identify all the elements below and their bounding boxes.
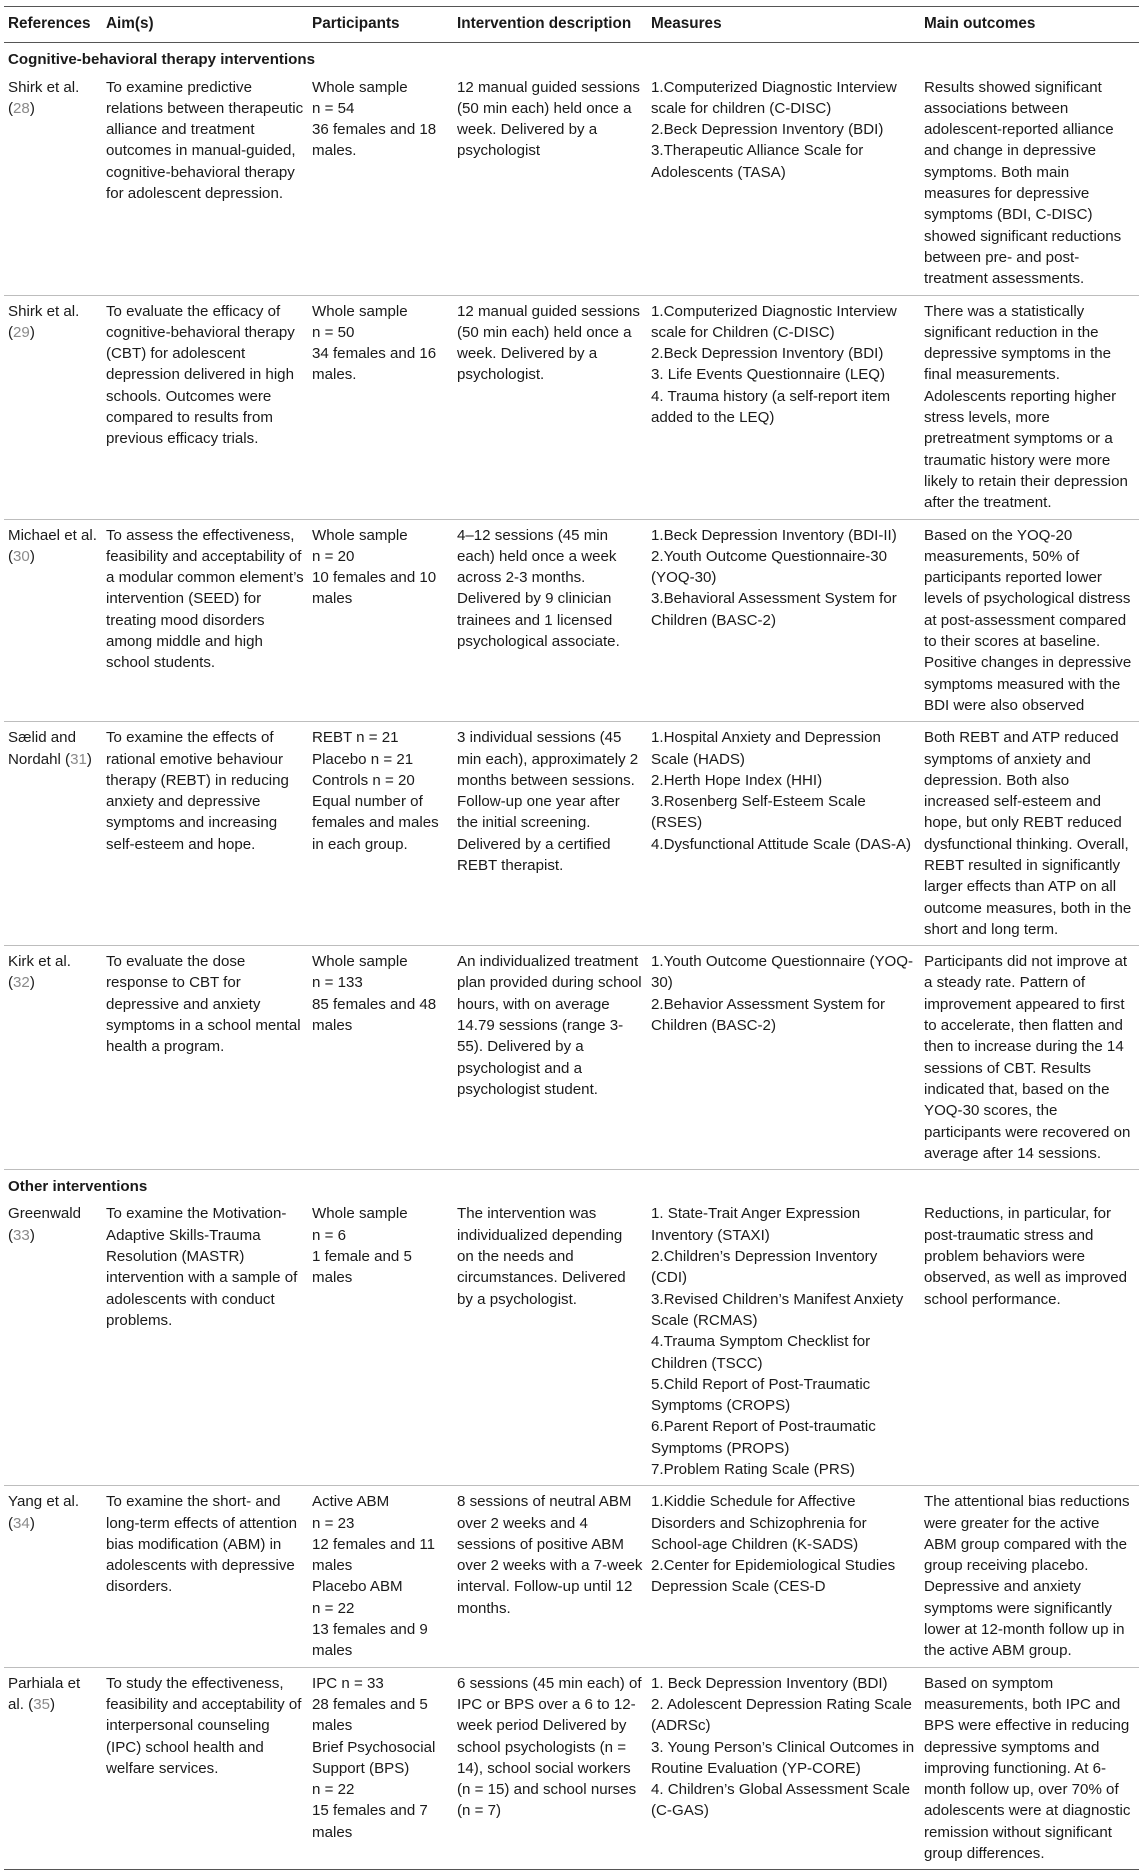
participants-line: n = 22 <box>312 1781 355 1799</box>
cell-aim: To examine the effects of rational emotive behaviour therapy (REBT) in reducing anxiety and depressive symptoms and increasing self-esteem and hope. <box>102 722 308 946</box>
reference-number: 28 <box>13 99 30 117</box>
table-row <box>4 722 1139 946</box>
measure-item: 1.Computerized Diagnostic Interview scale for children (C-DISC) <box>651 78 897 117</box>
intervention-text <box>457 1675 642 1820</box>
intervention-part: 12 manual guided sessions (50 min each) held once a week. <box>457 78 640 139</box>
measure-item: 2.Beck Depression Inventory (BDI) <box>651 121 884 139</box>
intervention-part: Delivered by a certified REBT therapist. <box>457 835 611 874</box>
intervention-text <box>457 953 642 1098</box>
measure-item: 1. Beck Depression Inventory (BDI) <box>651 1674 888 1692</box>
cell-reference: Greenwald (33) <box>4 1198 102 1485</box>
cell-outcomes: Based on symptom measurements, both IPC and BPS were effective in reducing depressive symptoms and improving functioning. At 6-month follow up, over 70% of adolescents were at diagnostic remission without significant group differences. <box>920 1667 1139 1870</box>
cell-outcomes: There was a statistically significant reduction in the depressive symptoms in the final measurements. Adolescents reporting higher stress levels, more pretreatment symptoms or a traumatic history were more likely to retain their depression after the treatment. <box>920 295 1139 519</box>
reference-authors: Sælid and Nordahl <box>8 729 76 768</box>
participants-line: n = 133 <box>312 974 363 992</box>
cell-outcomes: Based on the YOQ-20 measurements, 50% of participants reported lower levels of psychological distress at post-assessment compared to their scores at baseline. Positive changes in depressive symptoms measured with the BDI were also observed <box>920 519 1139 722</box>
cell-aim: To study the effectiveness, feasibility and acceptability of interpersonal counseling (IPC) school health and welfare services. <box>102 1667 308 1870</box>
cell-intervention <box>453 1486 647 1667</box>
intervention-text <box>457 303 640 384</box>
table-row <box>4 295 1139 519</box>
reference-number: 31 <box>70 750 87 768</box>
intervention-part: The intervention was individualized depending on the needs and circumstances. <box>457 1205 623 1287</box>
intervention-part: An individualized treatment plan provided during school hours, with on average 14.79 sessions (range 3-55). <box>457 953 642 1056</box>
measure-item: 7.Problem Rating Scale (PRS) <box>651 1461 855 1478</box>
participants-line: n = 6 <box>312 1226 346 1244</box>
section-title: Other interventions <box>8 1178 148 1196</box>
table-row <box>4 72 1139 295</box>
participants-line: Whole sample <box>312 526 408 544</box>
participants-line: n = 22 <box>312 1599 355 1617</box>
participants-line: 10 females and 10 males <box>312 569 437 608</box>
cell-participants <box>308 946 453 1170</box>
table-row <box>4 1486 1139 1667</box>
participants-line: Whole sample <box>312 1205 408 1223</box>
cell-outcomes: Both REBT and ATP reduced symptoms of anxiety and depression. Both also increased self-esteem and hope, but only REBT reduced dysfunctional thinking. Overall, REBT resulted in significantly larger effects than ATP on all outcome measures, both in the short and long term. <box>920 722 1139 946</box>
measure-item: 3. Young Person’s Clinical Outcomes in Routine Evaluation (YP-CORE) <box>651 1738 915 1777</box>
measure-item: 2.Children’s Depression Inventory (CDI) <box>651 1248 878 1287</box>
participants-line: n = 23 <box>312 1514 355 1532</box>
measure-item: 2.Center for Epidemiological Studies Depression Scale (CES-D <box>651 1557 896 1596</box>
measure-item: 4.Trauma Symptom Checklist for Children (TSCC) <box>651 1333 871 1372</box>
cell-participants <box>308 519 453 722</box>
measure-item: 2.Youth Outcome Questionnaire-30 (YOQ-30) <box>651 547 888 587</box>
cell-reference: Shirk et al. (28) <box>4 72 102 295</box>
reference-authors: Kirk et al. <box>8 953 71 971</box>
cell-intervention <box>453 1667 647 1870</box>
cell-aim: To assess the effectiveness, feasibility and acceptability of a modular common element’s intervention (SEED) for treating mood disorders among middle and high school students. <box>102 519 308 722</box>
participants-line: n = 54 <box>312 99 355 117</box>
cell-intervention <box>453 72 647 295</box>
participants-line: 85 females and 48 males <box>312 995 437 1035</box>
intervention-part: 8 sessions of neutral ABM over 2 weeks and 4 sessions of positive ABM over 2 weeks with a 7-week interval. Follow-up until 12 months. <box>457 1493 643 1617</box>
cell-participants <box>308 1198 453 1485</box>
intervention-part: 6 sessions (45 min each) of IPC or BPS over a 6 to 12-week period Delivered by school psychologists (n = 14), school social workers (n = 15) and school nurses (n = 7) <box>457 1674 642 1820</box>
cell-reference: Shirk et al. (29) <box>4 295 102 519</box>
cell-participants <box>308 72 453 295</box>
cell-aim: To examine the short- and long-term effects of attention bias modification (ABM) in adolescents with depressive disorders. <box>102 1486 308 1667</box>
interventions-table <box>4 6 1139 1870</box>
cell-intervention <box>453 946 647 1170</box>
intervention-part: 3 individual sessions (45 min each), approximately 2 months between sessions. <box>457 729 639 789</box>
measure-item: 2.Beck Depression Inventory (BDI) <box>651 345 884 363</box>
cell-measures <box>647 1486 920 1667</box>
table-row <box>4 1198 1139 1485</box>
reference-authors: Greenwald <box>8 1205 81 1223</box>
measure-item: 1. State-Trait Anger Expression Inventory (STAXI) <box>651 1205 861 1244</box>
section-row <box>4 43 1139 72</box>
cell-participants <box>308 722 453 946</box>
cell-aim: To examine the Motivation-Adaptive Skills-Trauma Resolution (MASTR) intervention with a sample of adolescents with conduct problems. <box>102 1198 308 1485</box>
cell-measures <box>647 1667 920 1870</box>
reference-authors: Shirk et al. <box>8 78 80 96</box>
cell-participants <box>308 295 453 519</box>
measure-item: 1.Kiddie Schedule for Affective Disorders and Schizophrenia for School-age Children (K-SADS) <box>651 1493 867 1553</box>
participants-line: 36 females and 18 males. <box>312 121 437 160</box>
table-row <box>4 1667 1139 1870</box>
reference-authors: Yang et al. <box>8 1493 80 1511</box>
cell-participants <box>308 1667 453 1870</box>
measure-item: 4.Dysfunctional Attitude Scale (DAS-A) <box>651 835 912 853</box>
reference-authors: Shirk et al. <box>8 302 80 320</box>
participants-line: IPC n = 33 <box>312 1674 384 1692</box>
header-outcomes: Main outcomes <box>920 7 1139 43</box>
cell-outcomes: Reductions, in particular, for post-traumatic stress and problem behaviors were observed, as well as improved school performance. <box>920 1198 1139 1485</box>
participants-line: 34 females and 16 males. <box>312 345 437 384</box>
measure-item: 1.Hospital Anxiety and Depression Scale (HADS) <box>651 729 881 768</box>
intervention-part: Delivered by a psychologist and a psychologist student. <box>457 1038 598 1098</box>
reference-number: 30 <box>13 547 30 565</box>
header-intervention: Intervention description <box>453 7 647 43</box>
intervention-text <box>457 527 620 650</box>
reference-number: 29 <box>13 323 30 341</box>
cell-intervention <box>453 1198 647 1485</box>
intervention-part: Delivered by a psychologist. <box>457 345 598 384</box>
measure-item: 3. Life Events Questionnaire (LEQ) <box>651 366 886 384</box>
cell-intervention <box>453 519 647 722</box>
cell-aim: To examine predictive relations between therapeutic alliance and treatment outcomes in manual-guided, cognitive-behavioral therapy for adolescent depression. <box>102 72 308 295</box>
cell-participants <box>308 1486 453 1667</box>
participants-line: n = 50 <box>312 323 355 341</box>
participants-line: Brief Psychosocial Support (BPS) <box>312 1738 436 1777</box>
intervention-part: Delivered by 9 clinician trainees and 1 licensed psychological associate. <box>457 590 620 651</box>
participants-line: Placebo n = 21 <box>312 750 414 768</box>
cell-reference: Michael et al. (30) <box>4 519 102 722</box>
cell-aim: To evaluate the dose response to CBT for depressive and anxiety symptoms in a school mental health a program. <box>102 946 308 1170</box>
participants-line: n = 20 <box>312 547 355 565</box>
cell-reference: Parhiala et al. (35) <box>4 1667 102 1870</box>
measure-item: 3.Therapeutic Alliance Scale for Adolescents (TASA) <box>651 142 864 181</box>
cell-measures <box>647 946 920 1170</box>
cell-reference: Kirk et al. (32) <box>4 946 102 1170</box>
intervention-part: Delivered by a psychologist <box>457 121 598 160</box>
cell-reference: Sælid and Nordahl (31) <box>4 722 102 946</box>
participants-line: Equal number of females and males in each group. <box>312 793 439 853</box>
table-body <box>4 43 1139 1870</box>
cell-reference: Yang et al. (34) <box>4 1486 102 1667</box>
participants-line: 1 female and 5 males <box>312 1248 412 1287</box>
measure-item: 1.Youth Outcome Questionnaire (YOQ-30) <box>651 953 914 992</box>
section-title: Cognitive-behavioral therapy interventions <box>8 51 315 69</box>
cell-outcomes: The attentional bias reductions were greater for the active ABM group compared with the group receiving placebo. Depressive and anxiety symptoms were significantly lower at 12-month follow up in the active ABM group. <box>920 1486 1139 1667</box>
header-row <box>4 7 1139 43</box>
intervention-part: 12 manual guided sessions (50 min each) held once a week. <box>457 302 640 363</box>
measure-item: 4. Children’s Global Assessment Scale (C-GAS) <box>651 1781 910 1820</box>
reference-number: 35 <box>33 1695 50 1713</box>
intervention-text <box>457 1493 642 1616</box>
intervention-text <box>457 729 638 874</box>
reference-number: 32 <box>13 974 30 992</box>
participants-line: Placebo ABM <box>312 1578 403 1596</box>
participants-line: 28 females and 5 males <box>312 1695 428 1735</box>
measure-item: 2. Adolescent Depression Rating Scale (ADRSc) <box>651 1695 912 1735</box>
intervention-part: Follow-up one year after the initial screening. <box>457 793 620 832</box>
participants-line: 13 females and 9 males <box>312 1621 428 1660</box>
measure-item: 3.Rosenberg Self-Esteem Scale (RSES) <box>651 793 866 832</box>
measure-item: 5.Child Report of Post-Traumatic Symptoms (CROPS) <box>651 1375 871 1415</box>
cell-measures <box>647 72 920 295</box>
measure-item: 1.Beck Depression Inventory (BDI-II) <box>651 526 897 544</box>
participants-line: 15 females and 7 males <box>312 1802 428 1841</box>
participants-line: 12 females and 11 males <box>312 1535 436 1575</box>
reference-authors: Michael et al. <box>8 526 97 544</box>
reference-number: 34 <box>13 1514 30 1532</box>
header-references: References <box>4 7 102 43</box>
measure-item: 4. Trauma history (a self-report item added to the LEQ) <box>651 387 891 427</box>
section-row <box>4 1170 1139 1199</box>
cell-aim: To evaluate the efficacy of cognitive-behavioral therapy (CBT) for adolescent depression delivered in high schools. Outcomes were compared to results from previous efficacy trials. <box>102 295 308 519</box>
header-measures: Measures <box>647 7 920 43</box>
participants-line: Whole sample <box>312 953 408 971</box>
intervention-text <box>457 1205 626 1307</box>
participants-line: REBT n = 21 <box>312 729 399 747</box>
participants-line: Whole sample <box>312 78 408 96</box>
measure-item: 6.Parent Report of Post-traumatic Symptoms (PROPS) <box>651 1418 876 1457</box>
table-row <box>4 519 1139 722</box>
participants-line: Active ABM <box>312 1493 390 1511</box>
measure-item: 1.Computerized Diagnostic Interview scale for Children (C-DISC) <box>651 302 897 341</box>
intervention-part: 4–12 sessions (45 min each) held once a week across 2-3 months. <box>457 526 617 587</box>
header-participants: Participants <box>308 7 453 43</box>
measure-item: 3.Behavioral Assessment System for Children (BASC-2) <box>651 590 897 629</box>
cell-outcomes: Participants did not improve at a steady rate. Pattern of improvement appeared to first to accelerate, then flatten and then to increase during the 14 sessions of CBT. Results indicated that, based on the YOQ-30 scores, the participants were recovered on average after 14 sessions. <box>920 946 1139 1170</box>
measure-item: 2.Herth Hope Index (HHI) <box>651 771 823 789</box>
header-aims: Aim(s) <box>102 7 308 43</box>
measure-item: 3.Revised Children’s Manifest Anxiety Scale (RCMAS) <box>651 1290 904 1329</box>
measure-item: 2.Behavior Assessment System for Children (BASC-2) <box>651 995 886 1035</box>
cell-intervention <box>453 295 647 519</box>
cell-outcomes: Results showed significant associations between adolescent-reported alliance and change in depressive symptoms. Both main measures for depressive symptoms (BDI, C-DISC) showed significant reductions between pre- and post-treatment assessments. <box>920 72 1139 295</box>
intervention-text <box>457 79 640 160</box>
cell-measures <box>647 1198 920 1485</box>
cell-measures <box>647 295 920 519</box>
cell-intervention <box>453 722 647 946</box>
cell-measures <box>647 519 920 722</box>
reference-number: 33 <box>13 1226 30 1244</box>
participants-line: Controls n = 20 <box>312 771 415 789</box>
table-row <box>4 946 1139 1170</box>
participants-line: Whole sample <box>312 302 408 320</box>
intervention-part: Delivered by a psychologist. <box>457 1269 626 1308</box>
cell-measures <box>647 722 920 946</box>
reference-authors: Parhiala et al. <box>8 1674 81 1713</box>
